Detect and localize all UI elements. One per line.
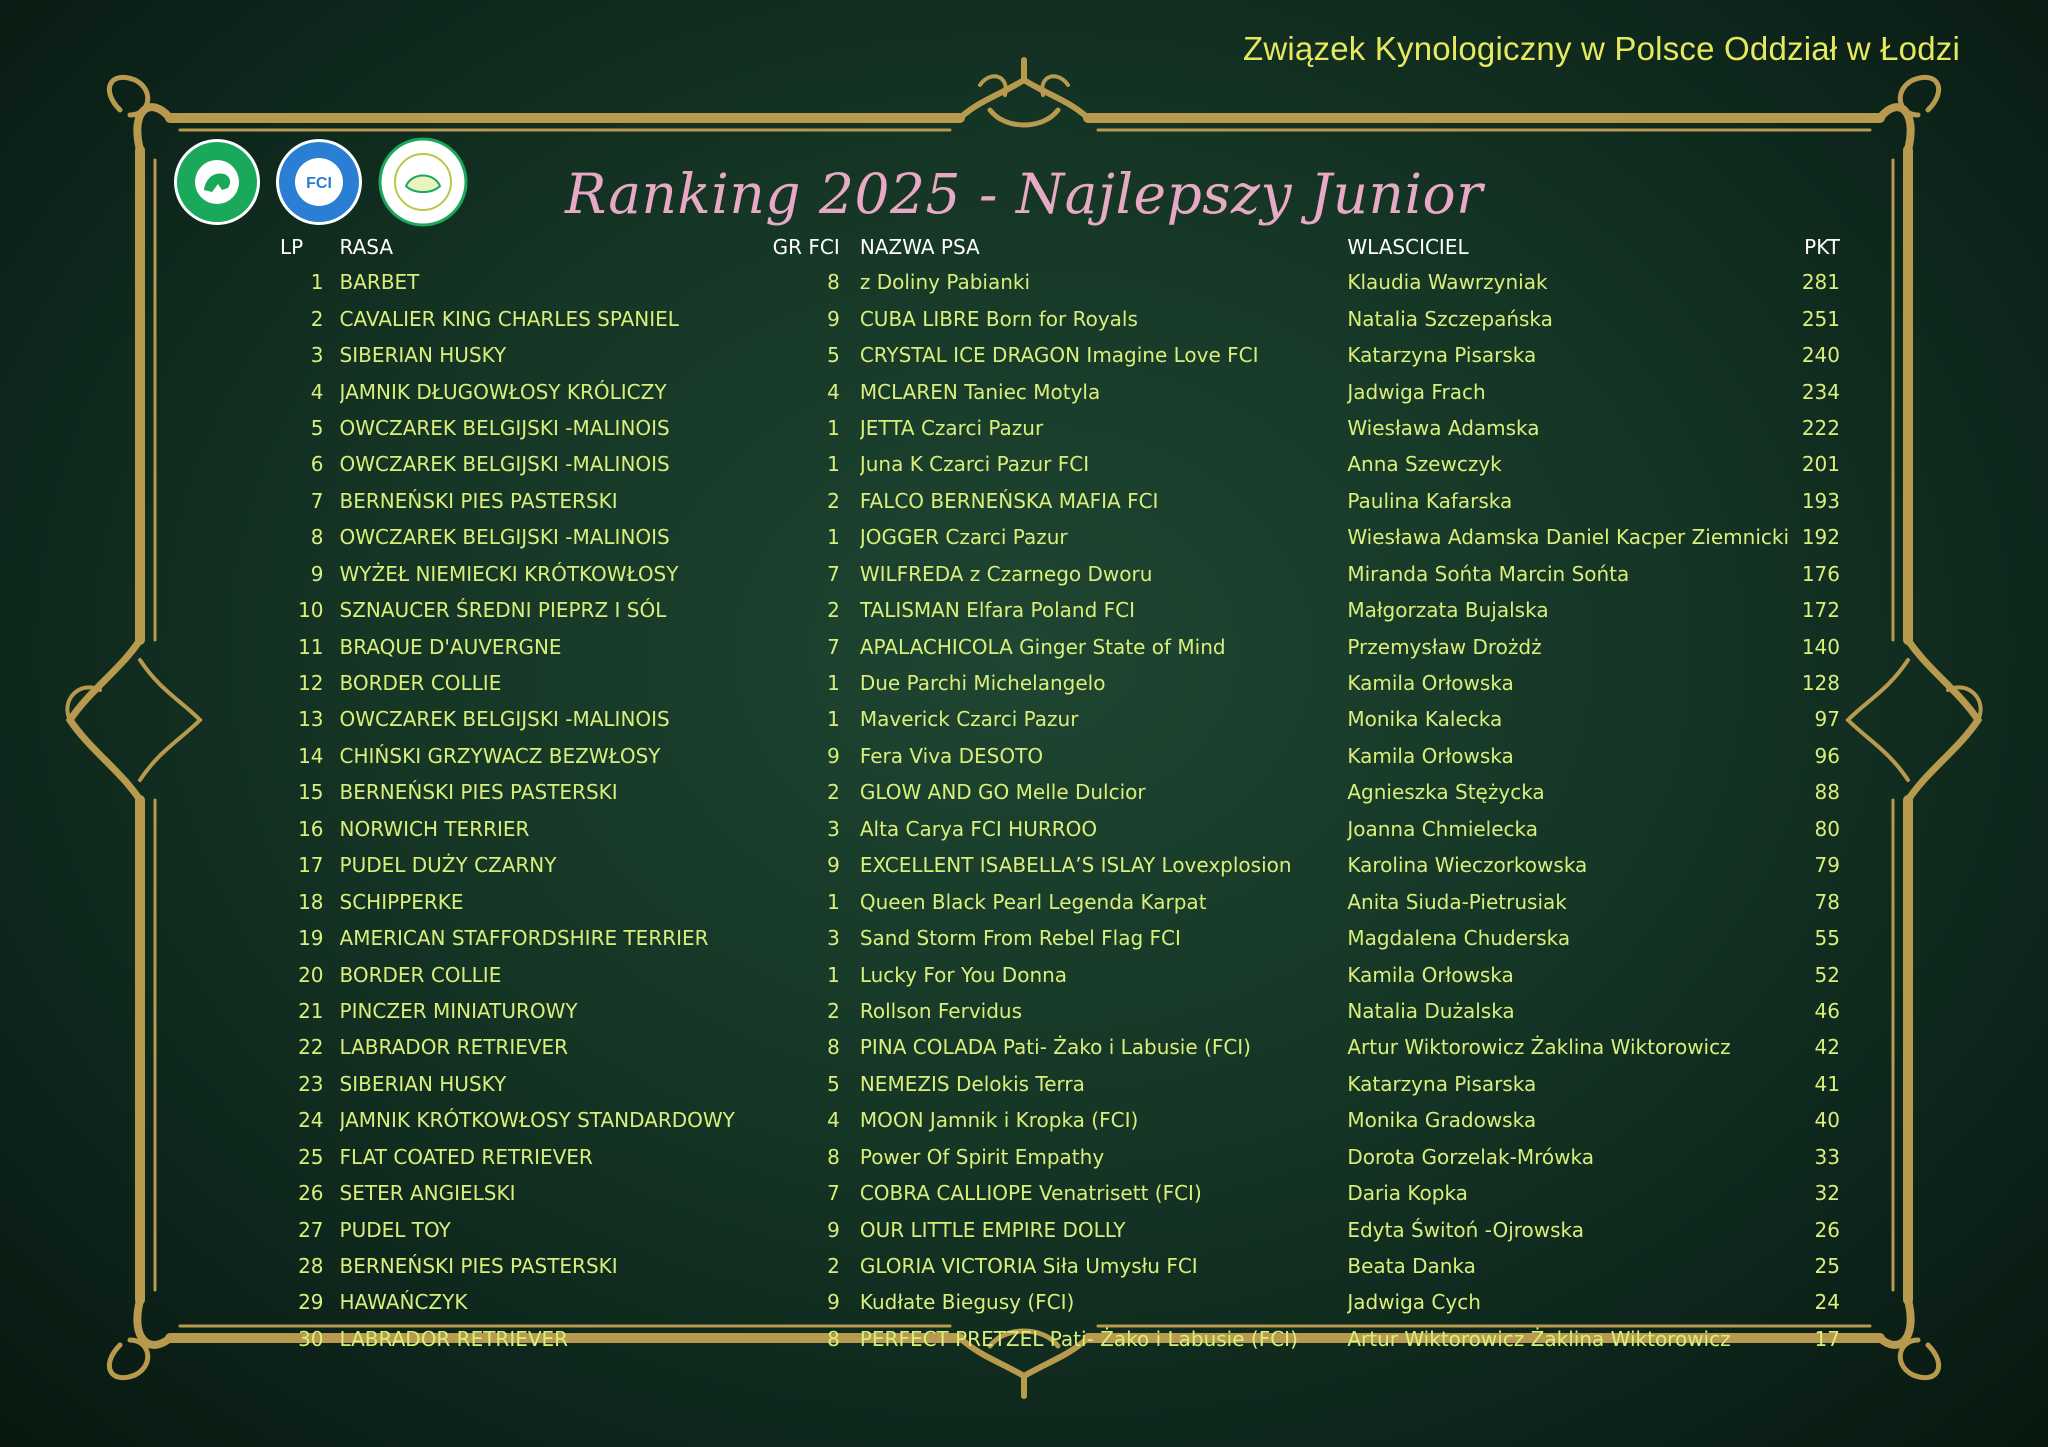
cell-rasa: PINCZER MINIATUROWY (339, 998, 578, 1023)
cell-rasa: JAMNIK DŁUGOWŁOSY KRÓLICZY (339, 379, 667, 404)
cell-wlasciciel: Edyta Świtoń -Ojrowska (1347, 1217, 1585, 1242)
cell-pkt: 17 (1814, 1326, 1840, 1351)
cell-gr-fci: 1 (827, 707, 840, 732)
table-row (280, 1321, 1840, 1357)
cell-gr-fci: 7 (827, 634, 840, 659)
cell-nazwa-psa: Sand Storm From Rebel Flag FCI (859, 926, 1181, 951)
cell-wlasciciel: Kamila Orłowska (1347, 671, 1514, 696)
table-row (280, 373, 1840, 409)
cell-gr-fci: 5 (827, 1071, 840, 1096)
header-rasa: RASA (339, 235, 394, 259)
cell-wlasciciel: Karolina Wieczorkowska (1347, 853, 1588, 878)
cell-nazwa-psa: MCLAREN Taniec Motyla (859, 379, 1101, 404)
cell-nazwa-psa: Queen Black Pearl Legenda Karpat (859, 889, 1207, 914)
cell-rasa: SZNAUCER ŚREDNI PIEPRZ I SÓL (339, 598, 667, 623)
cell-rasa: NORWICH TERRIER (339, 816, 530, 841)
cell-nazwa-psa: EXCELLENT ISABELLA’S ISLAY Lovexplosion (859, 853, 1292, 878)
cell-gr-fci: 1 (827, 525, 840, 550)
cell-pkt: 41 (1814, 1071, 1840, 1096)
organization-name: Związek Kynologiczny w Polsce Oddział w Łodzi (1243, 30, 1960, 67)
cell-rasa: CHIŃSKI GRZYWACZ BEZWŁOSY (339, 743, 661, 768)
cell-pkt: 25 (1814, 1254, 1840, 1279)
cell-nazwa-psa: Juna K Czarci Pazur FCI (859, 452, 1090, 477)
cell-gr-fci: 7 (827, 561, 840, 586)
cell-wlasciciel: Magdalena Chuderska (1347, 926, 1571, 951)
cell-pkt: 192 (1801, 525, 1840, 550)
cell-gr-fci: 2 (827, 488, 840, 513)
cell-nazwa-psa: PERFECT PRETZEL Pati- Żako i Labusie (FCI) (859, 1326, 1298, 1351)
table-row (280, 337, 1840, 373)
cell-wlasciciel: Monika Gradowska (1347, 1108, 1537, 1133)
cell-wlasciciel: Artur Wiktorowicz Żaklina Wiktorowicz (1347, 1035, 1731, 1060)
cell-pkt: 140 (1801, 634, 1840, 659)
ranking-table-header (280, 230, 1840, 264)
cell-nazwa-psa: Due Parchi Michelangelo (859, 671, 1106, 696)
table-row (280, 592, 1840, 628)
cell-gr-fci: 8 (827, 270, 840, 295)
cell-nazwa-psa: FALCO BERNEŃSKA MAFIA FCI (859, 488, 1159, 513)
cell-rasa: OWCZAREK BELGIJSKI -MALINOIS (339, 415, 670, 440)
cell-nazwa-psa: GLOW AND GO Melle Dulcior (859, 780, 1146, 805)
cell-rasa: BORDER COLLIE (339, 671, 502, 696)
cell-wlasciciel: Paulina Kafarska (1347, 488, 1513, 513)
cell-rasa: OWCZAREK BELGIJSKI -MALINOIS (339, 707, 670, 732)
cell-wlasciciel: Jadwiga Cych (1347, 1290, 1481, 1315)
cell-nazwa-psa: GLORIA VICTORIA Siła Umysłu FCI (859, 1254, 1198, 1279)
table-row (280, 665, 1840, 701)
cell-lp: 9 (310, 561, 324, 586)
table-row (280, 701, 1840, 737)
cell-pkt: 26 (1814, 1217, 1840, 1242)
cell-rasa: JAMNIK KRÓTKOWŁOSY STANDARDOWY (339, 1108, 735, 1133)
cell-lp: 8 (310, 525, 324, 550)
cell-lp: 27 (298, 1217, 324, 1242)
cell-pkt: 281 (1801, 270, 1840, 295)
cell-gr-fci: 9 (827, 1217, 840, 1242)
cell-nazwa-psa: Alta Carya FCI HURROO (859, 816, 1098, 841)
table-row (280, 883, 1840, 919)
header-nazwa-psa: NAZWA PSA (859, 235, 980, 259)
cell-pkt: 78 (1814, 889, 1840, 914)
cell-gr-fci: 9 (827, 853, 840, 878)
cell-lp: 28 (298, 1254, 324, 1279)
table-row (280, 774, 1840, 810)
table-row (280, 920, 1840, 956)
cell-gr-fci: 4 (827, 1108, 840, 1133)
cell-pkt: 201 (1801, 452, 1840, 477)
cell-wlasciciel: Kamila Orłowska (1347, 962, 1514, 987)
cell-lp: 26 (298, 1181, 324, 1206)
table-row (280, 1066, 1840, 1102)
table-row (280, 1175, 1840, 1211)
cell-gr-fci: 1 (827, 415, 840, 440)
header-lp: LP (280, 235, 304, 259)
table-row (280, 1211, 1840, 1247)
cell-lp: 7 (310, 488, 324, 513)
cell-wlasciciel: Miranda Sońta Marcin Sońta (1347, 561, 1630, 586)
cell-lp: 13 (298, 707, 324, 732)
cell-gr-fci: 8 (827, 1326, 840, 1351)
cell-lp: 5 (310, 415, 324, 440)
cell-rasa: OWCZAREK BELGIJSKI -MALINOIS (339, 452, 670, 477)
table-row (280, 300, 1840, 336)
cell-wlasciciel: Wiesława Adamska Daniel Kacper Ziemnicki (1347, 525, 1789, 550)
cell-lp: 12 (298, 671, 324, 696)
cell-pkt: 88 (1814, 780, 1840, 805)
cell-nazwa-psa: WILFREDA z Czarnego Dworu (859, 561, 1153, 586)
cell-gr-fci: 1 (827, 962, 840, 987)
cell-nazwa-psa: PINA COLADA Pati- Żako i Labusie (FCI) (859, 1035, 1251, 1060)
table-row (280, 1248, 1840, 1284)
table-row (280, 556, 1840, 592)
cell-nazwa-psa: NEMEZIS Delokis Terra (859, 1071, 1085, 1096)
cell-gr-fci: 4 (827, 379, 840, 404)
cell-lp: 19 (298, 926, 324, 951)
cell-pkt: 97 (1814, 707, 1840, 732)
cell-lp: 10 (298, 598, 324, 623)
cell-pkt: 55 (1814, 926, 1840, 951)
cell-rasa: OWCZAREK BELGIJSKI -MALINOIS (339, 525, 670, 550)
cell-lp: 24 (298, 1108, 324, 1133)
cell-nazwa-psa: TALISMAN Elfara Poland FCI (859, 598, 1135, 623)
cell-wlasciciel: Agnieszka Stężycka (1347, 780, 1545, 805)
cell-nazwa-psa: OUR LITTLE EMPIRE DOLLY (859, 1217, 1126, 1242)
cell-rasa: BERNEŃSKI PIES PASTERSKI (339, 488, 618, 513)
table-row (280, 1102, 1840, 1138)
cell-rasa: CAVALIER KING CHARLES SPANIEL (339, 306, 679, 331)
cell-nazwa-psa: Fera Viva DESOTO (859, 743, 1044, 768)
cell-gr-fci: 7 (827, 1181, 840, 1206)
cell-lp: 22 (298, 1035, 324, 1060)
cell-lp: 4 (310, 379, 324, 404)
cell-gr-fci: 2 (827, 1254, 840, 1279)
cell-wlasciciel: Wiesława Adamska (1347, 415, 1540, 440)
cell-nazwa-psa: Kudłate Biegusy (FCI) (859, 1290, 1075, 1315)
cell-gr-fci: 8 (827, 1035, 840, 1060)
cell-lp: 6 (310, 452, 324, 477)
table-row (280, 993, 1840, 1029)
cell-rasa: BORDER COLLIE (339, 962, 502, 987)
cell-nazwa-psa: CRYSTAL ICE DRAGON Imagine Love FCI (859, 343, 1259, 368)
table-row (280, 628, 1840, 664)
cell-wlasciciel: Dorota Gorzelak-Mrówka (1347, 1144, 1594, 1169)
cell-pkt: 24 (1814, 1290, 1840, 1315)
cell-rasa: LABRADOR RETRIEVER (339, 1035, 569, 1060)
table-row (280, 1284, 1840, 1320)
cell-rasa: BRAQUE D'AUVERGNE (339, 634, 562, 659)
table-row (280, 519, 1840, 555)
cell-nazwa-psa: APALACHICOLA Ginger State of Mind (859, 634, 1226, 659)
cell-pkt: 80 (1814, 816, 1840, 841)
cell-rasa: BARBET (339, 270, 420, 295)
cell-lp: 21 (298, 998, 324, 1023)
table-row (280, 410, 1840, 446)
cell-gr-fci: 1 (827, 889, 840, 914)
cell-nazwa-psa: MOON Jamnik i Kropka (FCI) (859, 1108, 1139, 1133)
cell-pkt: 251 (1801, 306, 1840, 331)
svg-text:FCI: FCI (306, 175, 332, 192)
cell-lp: 20 (298, 962, 324, 987)
cell-wlasciciel: Małgorzata Bujalska (1347, 598, 1549, 623)
cell-lp: 15 (298, 780, 324, 805)
cell-pkt: 96 (1814, 743, 1840, 768)
cell-gr-fci: 3 (827, 926, 840, 951)
cell-pkt: 240 (1801, 343, 1840, 368)
table-row (280, 446, 1840, 482)
cell-lp: 17 (298, 853, 324, 878)
table-row (280, 264, 1840, 300)
cell-nazwa-psa: JOGGER Czarci Pazur (859, 525, 1068, 550)
header-gr-fci: GR FCI (772, 235, 840, 259)
cell-rasa: SCHIPPERKE (339, 889, 464, 914)
cell-gr-fci: 9 (827, 743, 840, 768)
cell-lp: 29 (298, 1290, 324, 1315)
cell-rasa: SETER ANGIELSKI (339, 1181, 516, 1206)
cell-pkt: 234 (1801, 379, 1840, 404)
cell-rasa: PUDEL DUŻY CZARNY (339, 853, 557, 878)
cell-gr-fci: 8 (827, 1144, 840, 1169)
cell-lp: 25 (298, 1144, 324, 1169)
cell-pkt: 79 (1814, 853, 1840, 878)
cell-wlasciciel: Natalia Szczepańska (1347, 306, 1553, 331)
cell-gr-fci: 2 (827, 998, 840, 1023)
cell-rasa: HAWAŃCZYK (339, 1290, 468, 1315)
cell-nazwa-psa: Power Of Spirit Empathy (859, 1144, 1105, 1169)
cell-pkt: 172 (1801, 598, 1840, 623)
cell-gr-fci: 2 (827, 598, 840, 623)
cell-wlasciciel: Artur Wiktorowicz Żaklina Wiktorowicz (1347, 1326, 1731, 1351)
cell-pkt: 33 (1814, 1144, 1840, 1169)
cell-rasa: SIBERIAN HUSKY (339, 1071, 507, 1096)
cell-lp: 1 (310, 270, 324, 295)
cell-pkt: 32 (1814, 1181, 1840, 1206)
cell-pkt: 176 (1801, 561, 1840, 586)
cell-lp: 23 (298, 1071, 324, 1096)
cell-gr-fci: 9 (827, 1290, 840, 1315)
cell-lp: 18 (298, 889, 324, 914)
cell-gr-fci: 1 (827, 452, 840, 477)
table-row (280, 738, 1840, 774)
cell-rasa: AMERICAN STAFFORDSHIRE TERRIER (339, 926, 709, 951)
cell-wlasciciel: Daria Kopka (1347, 1181, 1468, 1206)
cell-wlasciciel: Beata Danka (1347, 1254, 1476, 1279)
cell-lp: 11 (298, 634, 324, 659)
table-row (280, 1029, 1840, 1065)
page-title: Ranking 2025 - Najlepszy Junior (565, 162, 1483, 226)
cell-gr-fci: 2 (827, 780, 840, 805)
cell-lp: 3 (310, 343, 324, 368)
cell-pkt: 128 (1801, 671, 1840, 696)
table-row (280, 956, 1840, 992)
cell-rasa: FLAT COATED RETRIEVER (339, 1144, 593, 1169)
cell-nazwa-psa: z Doliny Pabianki (859, 270, 1031, 295)
cell-wlasciciel: Joanna Chmielecka (1347, 816, 1539, 841)
cell-pkt: 40 (1814, 1108, 1840, 1133)
cell-nazwa-psa: Maverick Czarci Pazur (859, 707, 1079, 732)
cell-nazwa-psa: Rollson Fervidus (859, 998, 1023, 1023)
cell-wlasciciel: Przemysław Drożdż (1347, 634, 1542, 659)
cell-wlasciciel: Kamila Orłowska (1347, 743, 1514, 768)
cell-wlasciciel: Anna Szewczyk (1347, 452, 1502, 477)
cell-rasa: SIBERIAN HUSKY (339, 343, 507, 368)
cell-lp: 14 (298, 743, 324, 768)
table-row (280, 483, 1840, 519)
cell-gr-fci: 3 (827, 816, 840, 841)
cell-lp: 30 (298, 1326, 324, 1351)
cell-pkt: 52 (1814, 962, 1840, 987)
cell-pkt: 222 (1801, 415, 1840, 440)
ranking-table-body (280, 264, 1840, 1357)
cell-nazwa-psa: COBRA CALLIOPE Venatrisett (FCI) (859, 1181, 1202, 1206)
cell-nazwa-psa: Lucky For You Donna (859, 962, 1068, 987)
cell-rasa: BERNEŃSKI PIES PASTERSKI (339, 1254, 618, 1279)
cell-nazwa-psa: CUBA LIBRE Born for Royals (859, 306, 1138, 331)
cell-lp: 2 (310, 306, 324, 331)
cell-gr-fci: 9 (827, 306, 840, 331)
header-pkt: PKT (1804, 235, 1840, 259)
cell-nazwa-psa: JETTA Czarci Pazur (859, 415, 1044, 440)
cell-pkt: 42 (1814, 1035, 1840, 1060)
header-wlasciciel: WLASCICIEL (1347, 235, 1469, 259)
table-row (280, 811, 1840, 847)
cell-gr-fci: 5 (827, 343, 840, 368)
cell-wlasciciel: Anita Siuda-Pietrusiak (1347, 889, 1567, 914)
cell-rasa: LABRADOR RETRIEVER (339, 1326, 569, 1351)
cell-rasa: BERNEŃSKI PIES PASTERSKI (339, 780, 618, 805)
cell-rasa: WYŻEŁ NIEMIECKI KRÓTKOWŁOSY (339, 561, 679, 586)
cell-lp: 16 (298, 816, 324, 841)
cell-pkt: 193 (1801, 488, 1840, 513)
table-row (280, 1139, 1840, 1175)
ranking-table (280, 230, 1840, 1357)
cell-wlasciciel: Monika Kalecka (1347, 707, 1503, 732)
table-row (280, 847, 1840, 883)
cell-gr-fci: 1 (827, 671, 840, 696)
cell-rasa: PUDEL TOY (339, 1217, 451, 1242)
cell-pkt: 46 (1814, 998, 1840, 1023)
cell-wlasciciel: Katarzyna Pisarska (1347, 343, 1537, 368)
cell-wlasciciel: Jadwiga Frach (1347, 379, 1486, 404)
header-row (280, 230, 1840, 264)
cell-wlasciciel: Klaudia Wawrzyniak (1347, 270, 1548, 295)
cell-wlasciciel: Katarzyna Pisarska (1347, 1071, 1537, 1096)
cell-wlasciciel: Natalia Dużalska (1347, 998, 1515, 1023)
